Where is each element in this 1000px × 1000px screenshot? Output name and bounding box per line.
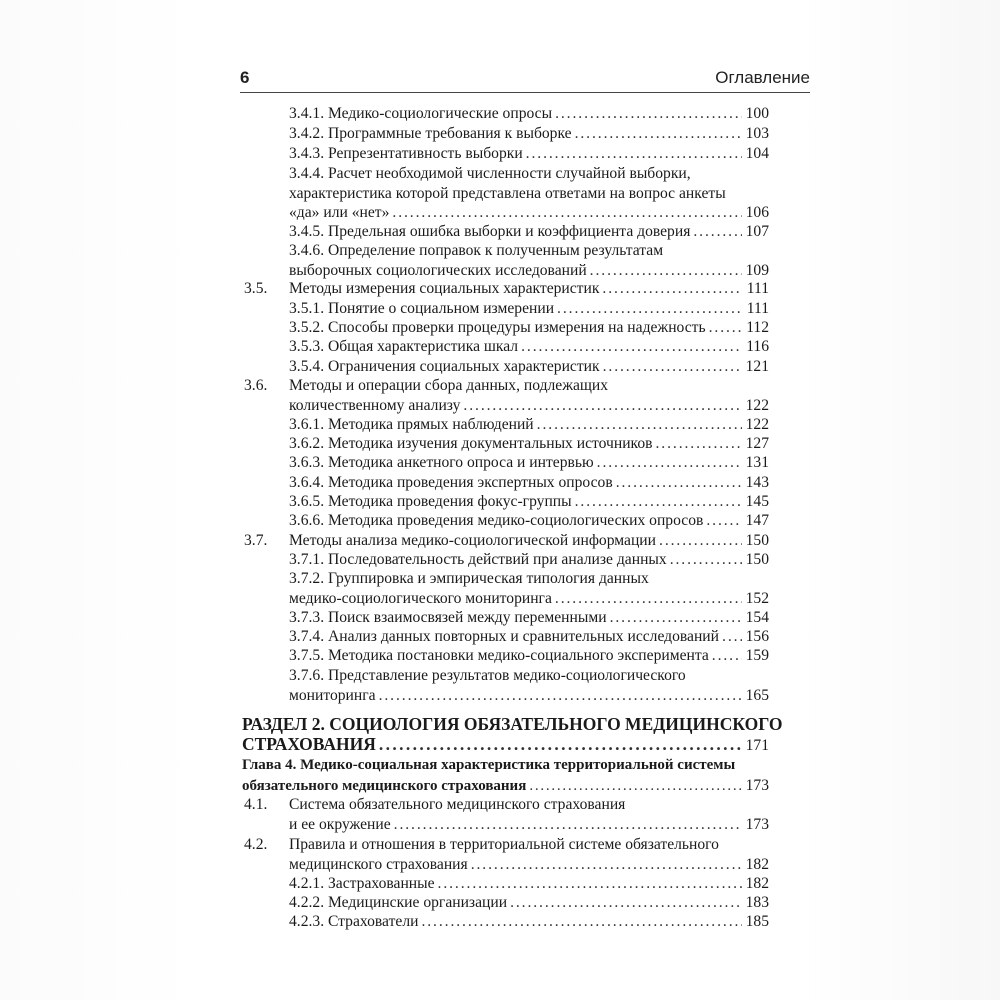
toc-entry — [244, 279, 769, 299]
toc-entry-page: 112 — [746, 319, 769, 336]
running-header — [240, 68, 810, 90]
toc-entry-number: 4.1. — [244, 796, 268, 813]
table-of-contents — [0, 100, 1000, 930]
toc-entry-page: 156 — [745, 628, 769, 645]
toc-entry-text: медико-социологического мониторинга — [289, 589, 552, 607]
toc-entry — [289, 357, 769, 377]
toc-entry-page: 150 — [745, 532, 769, 549]
toc-entry-text: обязательного медицинского страхования — [242, 777, 527, 794]
toc-entry-page: 182 — [745, 855, 769, 873]
toc-entry — [289, 608, 769, 628]
toc-entry-text: 3.4.3. Репрезентативность выборки — [289, 145, 523, 162]
toc-entry — [289, 627, 769, 647]
toc-entry-page: 116 — [746, 338, 769, 355]
toc-entry-page: 143 — [745, 474, 769, 491]
toc-entry — [289, 874, 769, 894]
toc-entry-text: 3.5.3. Общая характеристика шкал — [289, 338, 519, 355]
toc-entry — [289, 511, 769, 531]
toc-entry-text: Методы измерения социальных характеристик — [289, 280, 600, 297]
toc-entry-text: 3.6.6. Методика проведения медико-социологических опросов — [289, 512, 704, 529]
toc-entry-text: 3.4.6. Определение поправок к полученным результатам — [289, 242, 664, 259]
toc-entry — [289, 144, 769, 164]
toc-entry — [289, 912, 769, 932]
toc-entry-text: 3.5.2. Способы проверки процедуры измерения на надежность — [289, 319, 706, 336]
toc-entry-text: РАЗДЕЛ 2. СОЦИОЛОГИЯ ОБЯЗАТЕЛЬНОГО МЕДИЦИНСКОГО — [242, 714, 783, 734]
toc-entry-page: 152 — [745, 589, 769, 607]
toc-entry — [289, 492, 769, 512]
toc-entry-text: выборочных социологических исследований — [289, 261, 587, 279]
toc-entry-page: 183 — [745, 894, 769, 911]
running-title: Оглавление — [715, 68, 810, 87]
toc-entry-text: 3.6.4. Методика проведения экспертных опросов — [289, 474, 613, 491]
toc-entry-text: 4.2.1. Застрахованные — [289, 875, 435, 892]
toc-entry — [289, 569, 769, 608]
toc-entry-page: 173 — [745, 776, 769, 794]
toc-entry-text: 3.6.3. Методика анкетного опроса и интервью — [289, 454, 594, 471]
toc-entry — [289, 104, 769, 124]
toc-entry — [244, 835, 769, 874]
toc-entry-page: 106 — [745, 204, 769, 221]
toc-entry — [289, 666, 769, 705]
toc-entry-page: 122 — [745, 416, 769, 433]
toc-entry — [244, 376, 769, 415]
toc-entry-text: Глава 4. Медико-социальная характеристика территориальной системы — [242, 757, 736, 773]
toc-entry-page: 145 — [745, 493, 769, 510]
toc-entry-page: 111 — [746, 300, 769, 317]
toc-entry-text: 3.4.4. Расчет необходимой численности случайной выборки, — [289, 165, 691, 182]
toc-entry-page: 121 — [745, 358, 769, 375]
toc-entry-text: количественному анализу — [289, 396, 461, 414]
toc-entry — [289, 453, 769, 473]
toc-entry-text: 3.5.4. Ограничения социальных характеристик — [289, 358, 600, 375]
toc-entry-text: 3.7.6. Представление результатов медико-социологического — [289, 667, 686, 684]
toc-entry-page: 111 — [746, 280, 769, 297]
toc-entry-page: 122 — [745, 396, 769, 414]
toc-entry-text: характеристика которой представлена ответами на вопрос анкеты — [289, 184, 726, 202]
toc-entry — [289, 415, 769, 435]
toc-entry-number: 3.7. — [244, 532, 268, 549]
toc-entry — [289, 222, 769, 242]
toc-entry-text: медицинского страхования — [289, 855, 468, 873]
toc-entry — [244, 531, 769, 551]
toc-entry-page: 150 — [745, 551, 769, 568]
toc-entry — [289, 337, 769, 357]
toc-entry — [289, 164, 769, 223]
toc-entry-text: 3.7.4. Анализ данных повторных и сравнительных исследований — [289, 628, 720, 645]
toc-entry-text: 3.7.2. Группировка и эмпирическая типология данных — [289, 570, 649, 587]
toc-entry-page: 154 — [745, 609, 769, 626]
toc-entry-text: 3.7.1. Последовательность действий при анализе данных — [289, 551, 667, 568]
toc-entry-page: 100 — [745, 105, 769, 122]
toc-entry-text: 3.4.2. Программные требования к выборке — [289, 125, 572, 142]
toc-entry-page: 104 — [745, 145, 769, 162]
toc-entry — [289, 550, 769, 570]
toc-entry-text: 3.5.1. Понятие о социальном измерении — [289, 300, 555, 317]
toc-entry-text: 4.2.3. Страхователи — [289, 913, 419, 930]
toc-entry-page: 131 — [745, 454, 769, 471]
toc-entry-text: «да» или «нет» — [289, 204, 390, 221]
toc-entry-page: 182 — [745, 875, 769, 892]
toc-entry — [244, 795, 769, 834]
toc-entry — [289, 893, 769, 913]
toc-entry-page: 173 — [745, 815, 769, 833]
toc-entry-number: 3.5. — [244, 280, 268, 297]
toc-entry — [289, 434, 769, 454]
toc-entry — [289, 646, 769, 666]
toc-entry-page: 185 — [745, 913, 769, 930]
toc-entry-text: СТРАХОВАНИЯ — [242, 734, 376, 754]
toc-entry-text: Методы и операции сбора данных, подлежащих — [289, 377, 609, 394]
toc-entry-text: 4.2.2. Медицинские организации — [289, 894, 508, 911]
toc-entry-number: 4.2. — [244, 836, 268, 853]
toc-entry-text: 3.6.1. Методика прямых наблюдений — [289, 416, 534, 433]
toc-entry-page: 109 — [745, 261, 769, 279]
toc-entry-page: 103 — [745, 125, 769, 142]
toc-entry — [289, 124, 769, 144]
toc-entry-page: 107 — [745, 223, 769, 240]
toc-entry — [289, 299, 769, 319]
toc-entry — [289, 473, 769, 493]
toc-entry-text: Правила и отношения в территориальной системе обязательного — [289, 836, 719, 853]
toc-entry-text: 3.4.5. Предельная ошибка выборки и коэффициента доверия — [289, 223, 691, 240]
toc-part-heading — [242, 714, 783, 756]
toc-entry-text: 3.4.1. Медико-социологические опросы — [289, 105, 553, 122]
toc-entry-page: 159 — [745, 647, 769, 664]
toc-entry-page: 147 — [745, 512, 769, 529]
toc-entry — [289, 318, 769, 338]
toc-entry-text: мониторинга — [289, 686, 376, 704]
toc-entry-text: Методы анализа медико-социологической информации — [289, 532, 657, 549]
header-rule — [240, 92, 810, 93]
toc-entry-text: и ее окружение — [289, 815, 391, 833]
toc-entry-text: Система обязательного медицинского страхования — [289, 796, 626, 813]
toc-entry-text: 3.6.5. Методика проведения фокус-группы — [289, 493, 572, 510]
toc-chapter-heading — [242, 756, 769, 796]
page-number: 6 — [240, 68, 250, 87]
toc-entry-page: 165 — [745, 686, 769, 704]
toc-entry-number: 3.6. — [244, 377, 268, 394]
toc-entry-text: 3.6.2. Методика изучения документальных источников — [289, 435, 653, 452]
toc-entry-page: 127 — [745, 435, 769, 452]
toc-entry — [289, 241, 769, 280]
toc-entry-page: 171 — [745, 737, 769, 754]
toc-entry-text: 3.7.3. Поиск взаимосвязей между переменными — [289, 609, 607, 626]
toc-entry-text: 3.7.5. Методика постановки медико-социального эксперимента — [289, 647, 709, 664]
